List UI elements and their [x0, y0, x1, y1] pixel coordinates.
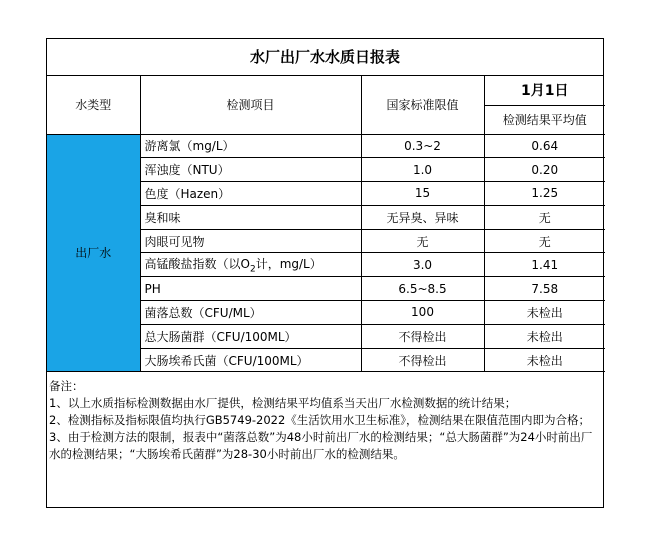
- item-cell: 菌落总数（CFU/ML）: [140, 301, 361, 325]
- standard-cell: 6.5~8.5: [361, 277, 484, 301]
- standard-cell: 1.0: [361, 158, 484, 182]
- header-water-type: 水类型: [47, 76, 140, 134]
- result-cell: 1.25: [484, 182, 605, 206]
- result-cell: 未检出: [484, 348, 605, 372]
- standard-cell: 无异臭、异味: [361, 205, 484, 229]
- notes-heading: 备注：: [49, 379, 84, 394]
- item-cell: 浑浊度（NTU）: [140, 158, 361, 182]
- result-cell: 无: [484, 205, 605, 229]
- result-cell: 未检出: [484, 324, 605, 348]
- item-cell: PH: [140, 277, 361, 301]
- header-standard: 国家标准限值: [361, 76, 484, 134]
- result-cell: 未检出: [484, 301, 605, 325]
- standard-cell: 0.3~2: [361, 134, 484, 158]
- standard-cell: 3.0: [361, 253, 484, 277]
- item-cell: 大肠埃希氏菌（CFU/100ML）: [140, 348, 361, 372]
- item-subscript: 2: [249, 264, 256, 275]
- result-cell: 无: [484, 229, 605, 253]
- note-line-1: 1、以上水质指标检测数据由水厂提供，检测结果平均值系当天出厂水检测数据的统计结果；: [49, 396, 517, 411]
- result-cell: 0.20: [484, 158, 605, 182]
- item-cell: 色度（Hazen）: [140, 182, 361, 206]
- item-cell: [140, 253, 361, 277]
- item-cell: 臭和味: [140, 205, 361, 229]
- notes-section: [47, 372, 603, 463]
- category-cell: 出厂水: [47, 134, 140, 372]
- standard-cell: 不得检出: [361, 324, 484, 348]
- result-cell: 7.58: [484, 277, 605, 301]
- header-date: 1月1日: [484, 76, 605, 105]
- note-line-2: 2、检测指标及指标限值均执行GB5749-2022《生活饮用水卫生标准》，检测结果在限值范围内即为合格；: [49, 413, 591, 428]
- report-title: 水厂出厂水水质日报表: [47, 39, 603, 76]
- note-line-3: 3、由于检测方法的限制，报表中“菌落总数”为48小时前出厂水的检测结果；“总大肠菌群”为24小时前出厂水的检测结果；“大肠埃希氏菌群”为28-30小时前出厂水的检测结果。: [49, 430, 593, 462]
- standard-cell: 不得检出: [361, 348, 484, 372]
- item-cell: 总大肠菌群（CFU/100ML）: [140, 324, 361, 348]
- item-cell: 游离氯（mg/L）: [140, 134, 361, 158]
- standard-cell: 无: [361, 229, 484, 253]
- standard-cell: 100: [361, 301, 484, 325]
- report-table: [47, 76, 605, 372]
- item-cell: 肉眼可见物: [140, 229, 361, 253]
- result-cell: 0.64: [484, 134, 605, 158]
- header-item: 检测项目: [140, 76, 361, 134]
- table-row: [47, 134, 605, 158]
- water-quality-report: [46, 38, 604, 508]
- result-cell: 1.41: [484, 253, 605, 277]
- standard-cell: 15: [361, 182, 484, 206]
- item-prefix: 高锰酸盐指数（以O: [144, 257, 250, 272]
- header-result: 检测结果平均值: [484, 105, 605, 134]
- item-suffix: 计，mg/L）: [255, 257, 322, 272]
